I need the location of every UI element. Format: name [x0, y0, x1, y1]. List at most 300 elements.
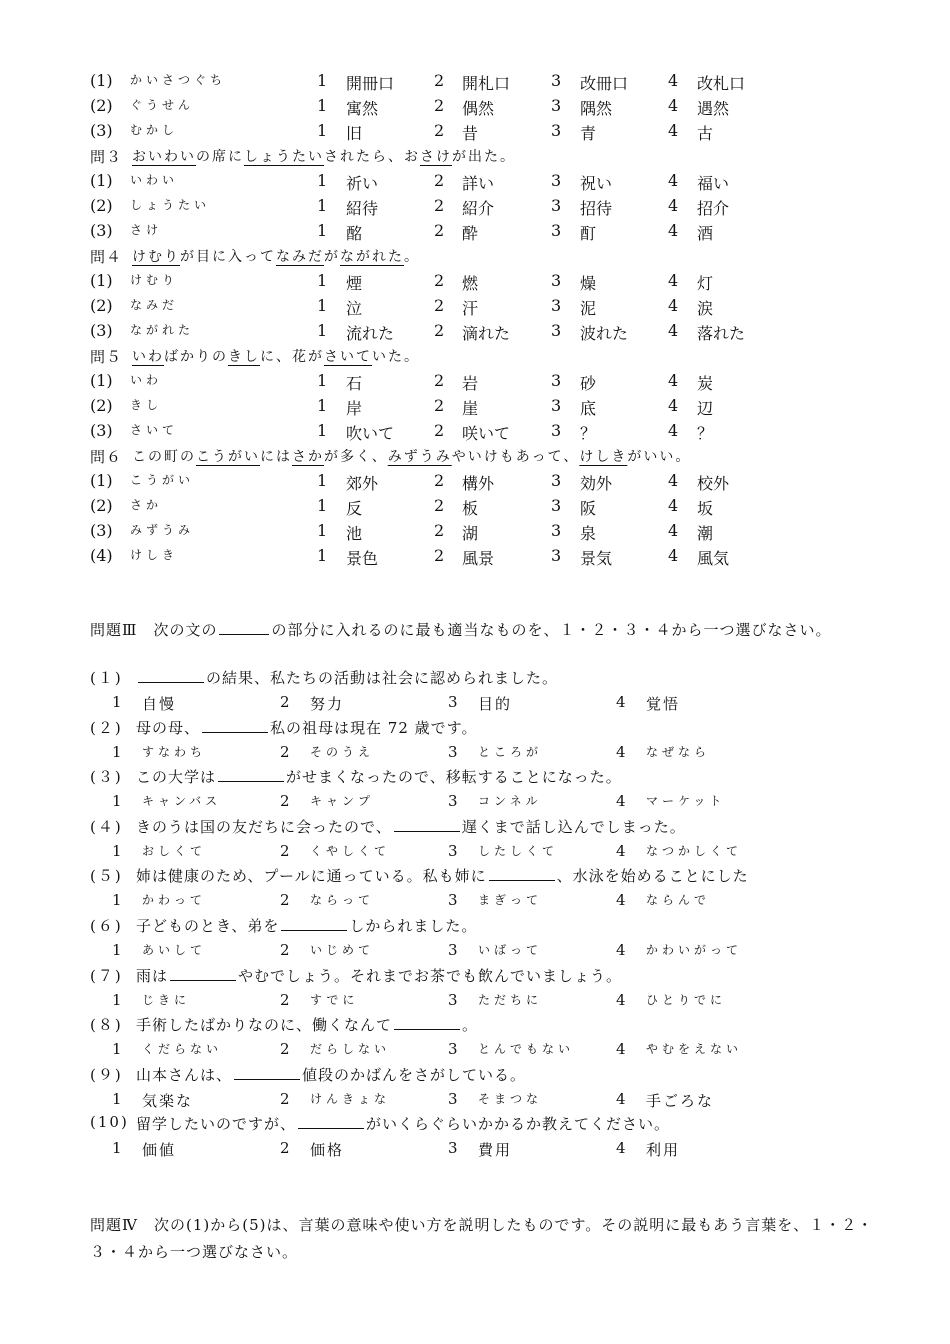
option-number: 1: [317, 171, 328, 190]
option-text: 湖: [462, 524, 479, 543]
choice-number: 4: [616, 792, 626, 811]
choice-number: 1: [112, 1139, 122, 1158]
choice-number: 2: [280, 1139, 290, 1158]
instruction-text: 問題Ⅲ 次の文の: [90, 621, 218, 639]
choice-text: なぜなら: [646, 744, 711, 759]
item-reading: さいて: [130, 423, 179, 437]
option-number: 1: [317, 471, 328, 490]
sentence-text: が出た。: [452, 149, 516, 165]
option-text: 流れた: [346, 324, 395, 343]
option-number: 3: [551, 221, 562, 240]
option-text: 風気: [697, 549, 730, 568]
option-number: 2: [434, 71, 445, 90]
question-sentence: [136, 766, 622, 787]
sentence-text: 遅くまで話し込んでしまった。: [461, 817, 686, 836]
question-number: 問５: [90, 348, 123, 366]
question-sentence: [132, 346, 420, 366]
choice-text: くやしくて: [310, 843, 391, 858]
option-number: 3: [551, 396, 562, 415]
choice-text: いばって: [478, 943, 543, 957]
item-reading: こうがい: [130, 473, 195, 487]
option-number: 4: [668, 196, 679, 215]
option-text: 池: [346, 524, 363, 543]
option-text: 石: [346, 374, 363, 393]
answer-blank: [218, 767, 284, 782]
choice-number: 1: [112, 792, 122, 811]
question-number: (１): [90, 669, 123, 687]
choice-text: おしくて: [142, 843, 207, 858]
option-number: 3: [551, 471, 562, 490]
option-number: 4: [668, 421, 679, 440]
option-text: 坂: [697, 499, 714, 518]
item-number: (2): [90, 296, 113, 315]
choice-number: 1: [112, 891, 122, 910]
option-text: 崖: [462, 399, 479, 418]
sentence-text: 、水泳を始めることにした: [556, 867, 749, 886]
option-number: 2: [434, 296, 445, 315]
choice-number: 1: [112, 941, 122, 959]
sentence-text: 子どものとき、弟を: [136, 917, 280, 935]
item-number: (3): [90, 221, 113, 240]
option-number: 4: [668, 171, 679, 190]
option-number: 4: [668, 71, 679, 90]
option-text: 泥: [580, 299, 597, 318]
item-reading: きし: [130, 398, 163, 412]
option-number: 2: [434, 121, 445, 140]
item-number: (2): [90, 196, 113, 215]
instruction-text: の部分に入れるのに最も適当なものを、１・２・３・４から一つ選びなさい。: [271, 621, 832, 639]
choice-number: 4: [616, 891, 626, 910]
choice-text: かわいがって: [646, 943, 743, 957]
option-text: 校外: [697, 474, 730, 493]
sentence-text: 姉は健康のため、プールに通っている。私も姉に: [136, 867, 487, 886]
question-sentence: [136, 1113, 670, 1134]
answer-blank: [170, 966, 236, 981]
option-number: 4: [668, 321, 679, 340]
option-text: 昔: [462, 124, 479, 143]
answer-blank: [298, 1114, 364, 1129]
option-number: 1: [317, 71, 328, 90]
option-text: 詳い: [462, 174, 495, 193]
option-text: 辺: [697, 399, 714, 418]
choice-text: 自慢: [142, 695, 177, 713]
question-heading: [90, 146, 516, 167]
question-number: (８): [90, 1016, 123, 1035]
option-text: 岸: [346, 399, 363, 418]
choice-text: まぎって: [478, 893, 543, 908]
item-reading: かいさつぐち: [130, 73, 227, 87]
option-text: 景色: [346, 549, 379, 568]
choice-number: 4: [616, 1040, 626, 1059]
question-sentence: [136, 667, 558, 688]
option-text: ？: [697, 424, 714, 443]
choice-number: 2: [280, 742, 290, 761]
underlined-word: けしき: [579, 449, 628, 465]
option-number: 3: [551, 321, 562, 340]
sentence-text: やむでしょう。それまでお茶でも飲んでいましょう。: [238, 966, 623, 985]
option-text: 祝い: [580, 174, 613, 193]
option-text: 潮: [697, 524, 714, 543]
item-number: (1): [90, 271, 113, 290]
item-reading: ながれた: [130, 323, 195, 337]
option-number: 1: [317, 496, 328, 515]
option-number: 2: [434, 321, 445, 340]
section-4-instructions-line1: 問題Ⅳ 次の(1)から(5)は、言葉の意味や使い方を説明したものです。その説明に最もあう言葉を、１・２・: [90, 1216, 874, 1234]
choice-number: 2: [280, 941, 290, 959]
question-sentence: [136, 965, 622, 986]
choice-number: 3: [448, 693, 458, 711]
option-text: 福い: [697, 174, 730, 193]
option-number: 1: [317, 221, 328, 240]
question-number: (３): [90, 768, 123, 787]
option-text: 波れた: [580, 324, 629, 343]
option-text: ？: [580, 424, 597, 443]
option-text: 汗: [462, 299, 479, 318]
option-number: 3: [551, 96, 562, 115]
option-number: 2: [434, 496, 445, 515]
sentence-text: に、花が: [260, 349, 324, 365]
option-text: 酊: [580, 224, 597, 243]
item-reading: けむり: [130, 273, 179, 287]
option-text: 落れた: [697, 324, 746, 343]
option-text: 炭: [697, 374, 714, 393]
option-text: 開冊口: [346, 74, 395, 93]
option-number: 2: [434, 546, 445, 565]
underlined-word: ながれた: [340, 249, 404, 265]
question-number: (５): [90, 867, 123, 886]
option-number: 2: [434, 221, 445, 240]
option-text: 青: [580, 124, 597, 143]
option-number: 3: [551, 196, 562, 215]
choice-number: 3: [448, 792, 458, 811]
choice-text: あいして: [142, 943, 207, 957]
item-reading: みずうみ: [130, 523, 195, 537]
sentence-text: がせまくなったので、移転することになった。: [286, 768, 622, 787]
option-number: 4: [668, 121, 679, 140]
choice-text: だらしない: [310, 1042, 391, 1057]
option-text: 改冊口: [580, 74, 629, 93]
option-text: 滴れた: [462, 324, 511, 343]
choice-text: マーケット: [646, 794, 726, 809]
option-text: 灯: [697, 274, 714, 293]
option-text: 風景: [462, 549, 495, 568]
choice-number: 4: [616, 990, 626, 1009]
choice-number: 3: [448, 891, 458, 910]
option-number: 3: [551, 546, 562, 565]
question-heading: [90, 446, 692, 467]
item-number: (1): [90, 171, 113, 190]
choice-text: ならんで: [646, 893, 711, 908]
choice-number: 1: [112, 742, 122, 761]
option-text: 効外: [580, 474, 613, 493]
option-text: 泉: [580, 524, 597, 543]
answer-blank: [489, 866, 555, 881]
option-number: 3: [551, 71, 562, 90]
question-number: 問４: [90, 248, 123, 266]
choice-text: キャンプ: [310, 794, 375, 809]
option-text: 偶然: [462, 99, 495, 118]
blank-line: [219, 620, 269, 635]
option-text: 景気: [580, 549, 613, 568]
sentence-text: 。: [404, 249, 420, 265]
item-number: (3): [90, 421, 113, 440]
option-number: 4: [668, 396, 679, 415]
question-heading: [90, 346, 420, 367]
sentence-text: の席に: [196, 149, 244, 165]
choice-text: じきに: [142, 992, 191, 1007]
choice-number: 4: [616, 693, 626, 711]
question-sentence: [136, 1064, 526, 1085]
sentence-text: がいい。: [627, 449, 692, 465]
choice-number: 1: [112, 990, 122, 1009]
item-number: (2): [90, 96, 113, 115]
item-reading: いわ: [130, 373, 163, 387]
question-heading: [90, 246, 420, 267]
sentence-text: この大学は: [136, 768, 217, 787]
sentence-text: この町の: [132, 449, 196, 465]
option-number: 1: [317, 296, 328, 315]
sentence-text: しかられました。: [349, 917, 478, 935]
item-number: (2): [90, 396, 113, 415]
underlined-word: いわ: [132, 349, 164, 365]
item-number: (2): [90, 496, 113, 515]
answer-blank: [234, 1065, 300, 1080]
option-number: 3: [551, 421, 562, 440]
choice-number: 1: [112, 1040, 122, 1059]
item-reading: しょうたい: [130, 198, 211, 212]
choice-number: 4: [616, 941, 626, 959]
sentence-text: 留学したいのですが、: [136, 1115, 297, 1134]
choice-text: 目的: [478, 695, 513, 713]
choice-text: 費用: [478, 1141, 513, 1160]
option-number: 3: [551, 271, 562, 290]
choice-text: ところが: [478, 744, 543, 759]
option-number: 3: [551, 296, 562, 315]
sentence-text: されたら、お: [324, 149, 420, 165]
sentence-text: 手術したばかりなのに、働くなんて: [136, 1016, 393, 1035]
choice-text: なつかしくて: [646, 843, 743, 858]
question-number: (７): [90, 966, 123, 985]
choice-number: 1: [112, 841, 122, 860]
question-sentence: [136, 717, 477, 738]
option-text: 煙: [346, 274, 363, 293]
choice-text: くだらない: [142, 1042, 223, 1057]
section-3-instructions: [90, 619, 831, 640]
choice-text: すでに: [310, 992, 359, 1007]
choice-text: かわって: [142, 893, 206, 908]
option-text: 遇然: [697, 99, 730, 118]
option-number: 2: [434, 421, 445, 440]
option-number: 1: [317, 546, 328, 565]
underlined-word: きし: [228, 349, 260, 365]
item-number: (4): [90, 546, 113, 565]
option-number: 1: [317, 371, 328, 390]
item-reading: なみだ: [130, 298, 179, 312]
option-number: 3: [551, 521, 562, 540]
item-reading: むかし: [130, 123, 179, 137]
option-text: 旧: [346, 124, 363, 143]
choice-number: 3: [448, 841, 458, 860]
choice-text: 利用: [646, 1141, 681, 1160]
sentence-text: 雨は: [136, 966, 169, 985]
question-number: (６): [90, 917, 123, 935]
choice-number: 4: [616, 742, 626, 761]
question-sentence: [132, 146, 516, 166]
choice-text: すなわち: [142, 744, 207, 759]
item-reading: さけ: [130, 223, 163, 237]
sentence-text: 値段のかばんをさがしている。: [302, 1065, 527, 1084]
choice-text: ならって: [310, 893, 375, 908]
choice-text: ひとりでに: [646, 992, 727, 1007]
option-text: 寓然: [346, 99, 379, 118]
choice-number: 2: [280, 1089, 290, 1108]
choice-text: とんでもない: [478, 1042, 575, 1057]
sentence-text: 母の母、: [136, 718, 201, 737]
option-number: 3: [551, 371, 562, 390]
option-number: 4: [668, 371, 679, 390]
option-number: 1: [317, 121, 328, 140]
option-number: 1: [317, 96, 328, 115]
choice-number: 4: [616, 841, 626, 860]
option-number: 4: [668, 546, 679, 565]
underlined-word: さけ: [420, 149, 452, 165]
underlined-word: しょうたい: [244, 149, 324, 165]
option-text: 構外: [462, 474, 495, 493]
item-reading: ぐうせん: [130, 98, 195, 112]
question-sentence: [136, 915, 477, 936]
option-text: 砂: [580, 374, 597, 393]
answer-blank: [202, 718, 268, 733]
choice-number: 3: [448, 1089, 458, 1108]
choice-number: 3: [448, 742, 458, 761]
sentence-text: 。: [462, 1016, 479, 1035]
sentence-text: きのうは国の友だちに会ったので、: [136, 817, 392, 836]
option-text: 底: [580, 399, 597, 418]
option-number: 4: [668, 271, 679, 290]
option-text: 改札口: [697, 74, 746, 93]
choice-text: そのうえ: [310, 744, 375, 759]
choice-number: 4: [616, 1089, 626, 1108]
choice-text: いじめて: [310, 943, 375, 957]
sentence-text: には: [260, 449, 292, 465]
choice-number: 1: [112, 693, 122, 711]
option-number: 2: [434, 471, 445, 490]
underlined-word: なみだ: [276, 249, 324, 265]
question-sentence: [132, 446, 691, 466]
option-number: 2: [434, 371, 445, 390]
option-text: 涙: [697, 299, 714, 318]
choice-text: そまつな: [478, 1091, 543, 1106]
option-number: 1: [317, 521, 328, 540]
option-number: 1: [317, 396, 328, 415]
choice-text: 気楽な: [142, 1091, 194, 1110]
option-text: 開札口: [462, 74, 511, 93]
item-number: (3): [90, 121, 113, 140]
question-number: (４): [90, 817, 123, 836]
choice-number: 3: [448, 1139, 458, 1158]
option-text: 郊外: [346, 474, 379, 493]
underlined-word: こうがい: [196, 449, 260, 465]
option-text: 祈い: [346, 174, 379, 193]
choice-text: 覚悟: [646, 695, 681, 713]
choice-text: キャンバス: [142, 794, 222, 809]
underlined-word: みずうみ: [387, 449, 452, 465]
choice-number: 2: [280, 990, 290, 1009]
option-number: 3: [551, 171, 562, 190]
option-text: 古: [697, 124, 714, 143]
choice-number: 2: [280, 1040, 290, 1059]
item-reading: いわい: [130, 173, 179, 187]
option-number: 4: [668, 471, 679, 490]
choice-text: 努力: [310, 695, 345, 713]
sentence-text: やいけもあって、: [451, 449, 580, 465]
option-number: 3: [551, 496, 562, 515]
question-number: (10): [90, 1113, 129, 1132]
question-number: 問３: [90, 148, 123, 166]
choice-text: ただちに: [478, 992, 543, 1007]
choice-number: 3: [448, 1040, 458, 1059]
question-sentence: [136, 816, 686, 837]
item-number: (3): [90, 521, 113, 540]
option-number: 4: [668, 521, 679, 540]
item-number: (1): [90, 371, 113, 390]
choice-number: 1: [112, 1089, 122, 1108]
option-number: 2: [434, 271, 445, 290]
option-number: 4: [668, 221, 679, 240]
option-text: 板: [462, 499, 479, 518]
question-sentence: [136, 1014, 478, 1035]
sentence-text: が: [324, 249, 340, 265]
sentence-text: が多く、: [324, 449, 388, 465]
sentence-text: 山本さんは、: [136, 1065, 233, 1084]
choice-text: けんきょな: [310, 1091, 391, 1106]
option-text: 招待: [580, 199, 613, 218]
answer-blank: [394, 817, 460, 832]
sentence-text: 私の祖母は現在 72 歳です。: [270, 718, 478, 737]
item-number: (1): [90, 71, 113, 90]
option-text: 岩: [462, 374, 479, 393]
option-text: 泣: [346, 299, 363, 318]
item-number: (1): [90, 471, 113, 490]
choice-text: 価値: [142, 1141, 177, 1160]
choice-number: 2: [280, 841, 290, 860]
item-number: (3): [90, 321, 113, 340]
choice-number: 2: [280, 891, 290, 910]
option-number: 1: [317, 271, 328, 290]
option-text: 紹待: [346, 199, 379, 218]
option-number: 4: [668, 96, 679, 115]
sentence-text: ばかりの: [164, 349, 228, 365]
option-text: 紹介: [462, 199, 495, 218]
option-text: 反: [346, 499, 363, 518]
option-number: 2: [434, 521, 445, 540]
choice-number: 2: [280, 792, 290, 811]
sentence-text: いた。: [372, 349, 420, 365]
choice-number: 3: [448, 941, 458, 959]
option-number: 1: [317, 196, 328, 215]
question-number: 問６: [90, 448, 123, 466]
option-number: 4: [668, 296, 679, 315]
question-sentence: [132, 246, 420, 266]
option-text: 燃: [462, 274, 479, 293]
option-text: 招介: [697, 199, 730, 218]
option-text: 吹いて: [346, 424, 395, 443]
underlined-word: さか: [292, 449, 324, 465]
underlined-word: けむり: [132, 249, 180, 265]
option-number: 1: [317, 321, 328, 340]
sentence-text: の結果、私たちの活動は社会に認められました。: [206, 669, 559, 687]
answer-blank: [394, 1015, 460, 1030]
